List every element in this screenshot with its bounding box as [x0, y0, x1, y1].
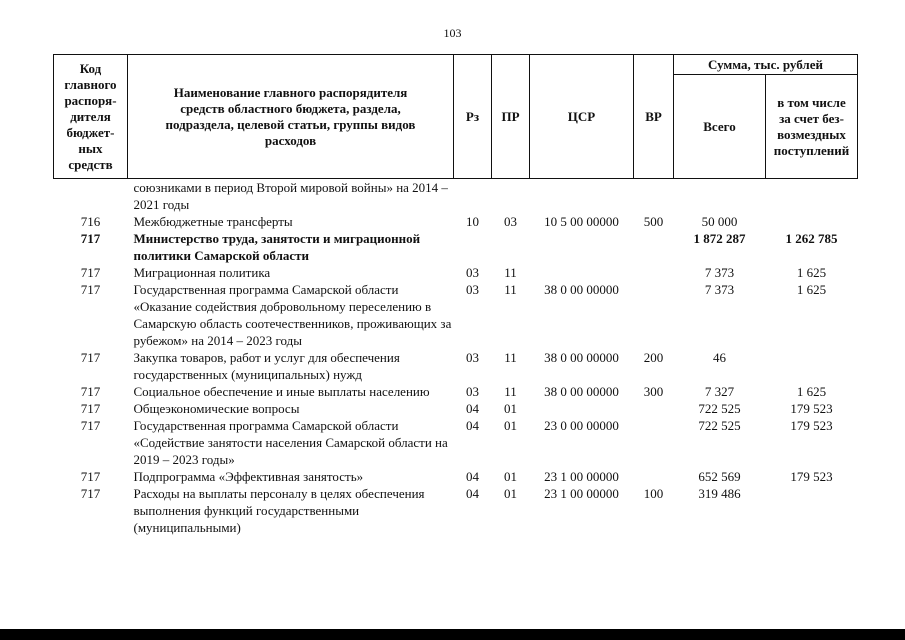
cell-grant: 179 523	[790, 401, 833, 416]
cell-grant	[766, 179, 858, 214]
cell-grant: 1 625	[796, 384, 827, 399]
cell-pr: 11	[504, 265, 517, 280]
cell-pr: 01	[504, 418, 517, 433]
cell-csr: 38 0 00 00000	[544, 350, 619, 365]
cell-rz: 03	[466, 265, 479, 280]
cell-rz: 04	[466, 469, 479, 484]
cell-total: 7 327	[704, 384, 735, 399]
table-row	[54, 213, 858, 230]
cell-name: Расходы на выплаты персоналу в целях обеспечения выполнения функций государственными (муниципальными)	[133, 486, 425, 535]
cell-code: 717	[80, 282, 101, 297]
cell-vr	[634, 179, 674, 214]
cell-name: Государственная программа Самарской области «Содействие занятости населения Самарской области на 2019 – 2023 годы»	[133, 418, 448, 467]
cell-grant: 1 262 785	[785, 231, 838, 246]
cell-name: Общеэкономические вопросы	[133, 401, 300, 416]
cell-csr	[530, 230, 634, 264]
cell-total: 722 525	[698, 418, 741, 433]
cell-vr	[634, 417, 674, 468]
cell-pr: 11	[504, 384, 517, 399]
cell-rz: 03	[466, 282, 479, 297]
cell-pr	[492, 179, 530, 214]
cell-total: 722 525	[698, 401, 741, 416]
cell-name: Межбюджетные трансферты	[133, 214, 293, 229]
header-pr: ПР	[492, 55, 530, 179]
table-row	[54, 179, 858, 214]
cell-total: 50 000	[701, 214, 738, 229]
cell-grant: 1 625	[796, 282, 827, 297]
table-row	[54, 230, 858, 264]
cell-grant: 1 625	[796, 265, 827, 280]
cell-pr: 01	[504, 469, 517, 484]
cell-total: 1 872 287	[693, 231, 746, 246]
cell-code	[54, 179, 128, 214]
cell-csr	[530, 400, 634, 417]
cell-rz: 03	[466, 350, 479, 365]
cell-code: 717	[80, 469, 101, 484]
cell-grant	[766, 485, 858, 536]
cell-vr	[634, 281, 674, 349]
cell-name: Закупка товаров, работ и услуг для обеспечения государственных (муниципальных) нужд	[133, 350, 400, 382]
cell-pr: 03	[504, 214, 517, 229]
cell-csr: 23 1 00 00000	[544, 486, 619, 501]
table-row	[54, 468, 858, 485]
cell-name: Подпрограмма «Эффективная занятость»	[133, 469, 364, 484]
cell-csr	[530, 179, 634, 214]
header-csr: ЦСР	[530, 55, 634, 179]
table-header	[54, 55, 858, 179]
cell-vr	[634, 230, 674, 264]
cell-total: 652 569	[698, 469, 741, 484]
cell-code: 717	[80, 418, 101, 433]
page-number: 103	[443, 26, 462, 40]
cell-rz	[454, 230, 492, 264]
cell-total: 7 373	[704, 265, 735, 280]
cell-grant: 179 523	[790, 418, 833, 433]
scan-bottom-edge	[0, 629, 905, 640]
cell-rz: 04	[466, 401, 479, 416]
table-row	[54, 485, 858, 536]
table-row	[54, 349, 858, 383]
cell-code: 717	[80, 401, 101, 416]
cell-total	[674, 179, 766, 214]
cell-code: 716	[80, 214, 101, 229]
table-row	[54, 264, 858, 281]
cell-total: 7 373	[704, 282, 735, 297]
cell-grant	[766, 213, 858, 230]
cell-vr: 500	[643, 214, 664, 229]
budget-table	[53, 54, 858, 536]
cell-pr	[492, 230, 530, 264]
cell-name: союзниками в период Второй мировой войны» на 2014 – 2021 годы	[133, 180, 448, 212]
cell-grant: 179 523	[790, 469, 833, 484]
cell-code: 717	[80, 265, 101, 280]
cell-rz	[454, 179, 492, 214]
header-code: Код главного распоря- дителя бюджет- ных средств	[54, 55, 128, 179]
cell-pr: 01	[504, 486, 517, 501]
cell-grant	[766, 349, 858, 383]
cell-csr: 23 1 00 00000	[544, 469, 619, 484]
table-body	[54, 179, 858, 537]
cell-code: 717	[80, 231, 101, 246]
table-row	[54, 400, 858, 417]
cell-vr: 200	[643, 350, 664, 365]
cell-vr	[634, 264, 674, 281]
cell-csr: 10 5 00 00000	[544, 214, 619, 229]
cell-pr: 11	[504, 282, 517, 297]
cell-total: 319 486	[698, 486, 741, 501]
cell-pr: 11	[504, 350, 517, 365]
cell-pr: 01	[504, 401, 517, 416]
cell-code: 717	[80, 384, 101, 399]
header-name: Наименование главного распорядителя средств областного бюджета, раздела, подраздела, целевой статьи, группы видов расходов	[128, 55, 454, 179]
cell-vr: 300	[643, 384, 664, 399]
cell-name: Министерство труда, занятости и миграционной политики Самарской области	[133, 231, 421, 263]
header-sum: Сумма, тыс. рублей	[674, 55, 858, 75]
cell-name: Государственная программа Самарской области «Оказание содействия добровольному переселению в Самарскую область соотечественников, проживающих за рубежом» на 2014 – 2023 годы	[133, 282, 452, 348]
cell-vr: 100	[643, 486, 664, 501]
table-row	[54, 281, 858, 349]
header-total: Всего	[674, 75, 766, 179]
cell-rz: 04	[466, 418, 479, 433]
cell-rz: 04	[466, 486, 479, 501]
cell-csr: 23 0 00 00000	[544, 418, 619, 433]
table-row	[54, 417, 858, 468]
cell-csr: 38 0 00 00000	[544, 384, 619, 399]
cell-code: 717	[80, 350, 101, 365]
cell-name: Миграционная политика	[133, 265, 271, 280]
cell-vr	[634, 468, 674, 485]
cell-code: 717	[80, 486, 101, 501]
cell-csr: 38 0 00 00000	[544, 282, 619, 297]
table-row	[54, 383, 858, 400]
cell-rz: 03	[466, 384, 479, 399]
header-grant: в том числе за счет без- возмездных поступлений	[766, 75, 858, 179]
header-vr: ВР	[634, 55, 674, 179]
cell-total: 46	[713, 350, 726, 365]
cell-rz: 10	[466, 214, 479, 229]
cell-vr	[634, 400, 674, 417]
cell-csr	[530, 264, 634, 281]
cell-name: Социальное обеспечение и иные выплаты населению	[133, 384, 430, 399]
header-rz: Рз	[454, 55, 492, 179]
